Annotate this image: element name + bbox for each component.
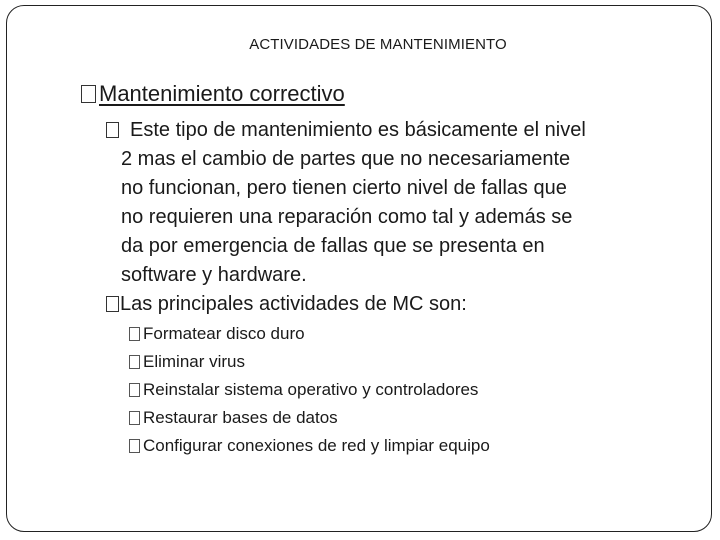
square-bullet-icon: [106, 122, 119, 138]
square-bullet-icon: [129, 411, 140, 425]
list-intro-text: Las principales actividades de MC son:: [120, 293, 467, 315]
paragraph-line: no requieren una reparación como tal y además se: [121, 206, 573, 228]
description-paragraph-body: [106, 116, 696, 290]
paragraph-line: software y hardware.: [121, 264, 307, 286]
section-heading-text: Mantenimiento correctivo: [99, 81, 345, 106]
square-bullet-icon: [129, 383, 140, 397]
activity-text: Restaurar bases de datos: [143, 408, 338, 427]
list-item: [129, 404, 490, 432]
list-item: [129, 376, 490, 404]
list-item: [129, 432, 490, 460]
paragraph-line: no funcionan, pero tienen cierto nivel de fallas que: [121, 177, 567, 199]
section-heading: [81, 81, 345, 107]
slide-title: ACTIVIDADES DE MANTENIMIENTO: [249, 36, 507, 53]
list-intro: [106, 291, 467, 317]
paragraph-line: Este tipo de mantenimiento es básicamente el nivel: [130, 119, 586, 141]
activity-text: Eliminar virus: [143, 352, 246, 371]
square-bullet-icon: [129, 327, 140, 341]
square-bullet-icon: [129, 355, 140, 369]
square-bullet-icon: [129, 439, 140, 453]
square-bullet-icon: [81, 85, 96, 103]
paragraph-line: 2 mas el cambio de partes que no necesariamente: [121, 148, 571, 170]
paragraph-line: da por emergencia de fallas que se presenta en: [121, 235, 545, 257]
activity-text: Configurar conexiones de red y limpiar equipo: [143, 436, 490, 455]
activity-text: Formatear disco duro: [143, 324, 305, 343]
list-item: [129, 320, 490, 348]
activities-list: [129, 320, 490, 460]
description-paragraph: [106, 116, 696, 290]
activity-text: Reinstalar sistema operativo y controladores: [143, 380, 479, 399]
list-item: [129, 348, 490, 376]
square-bullet-icon: [106, 296, 119, 312]
